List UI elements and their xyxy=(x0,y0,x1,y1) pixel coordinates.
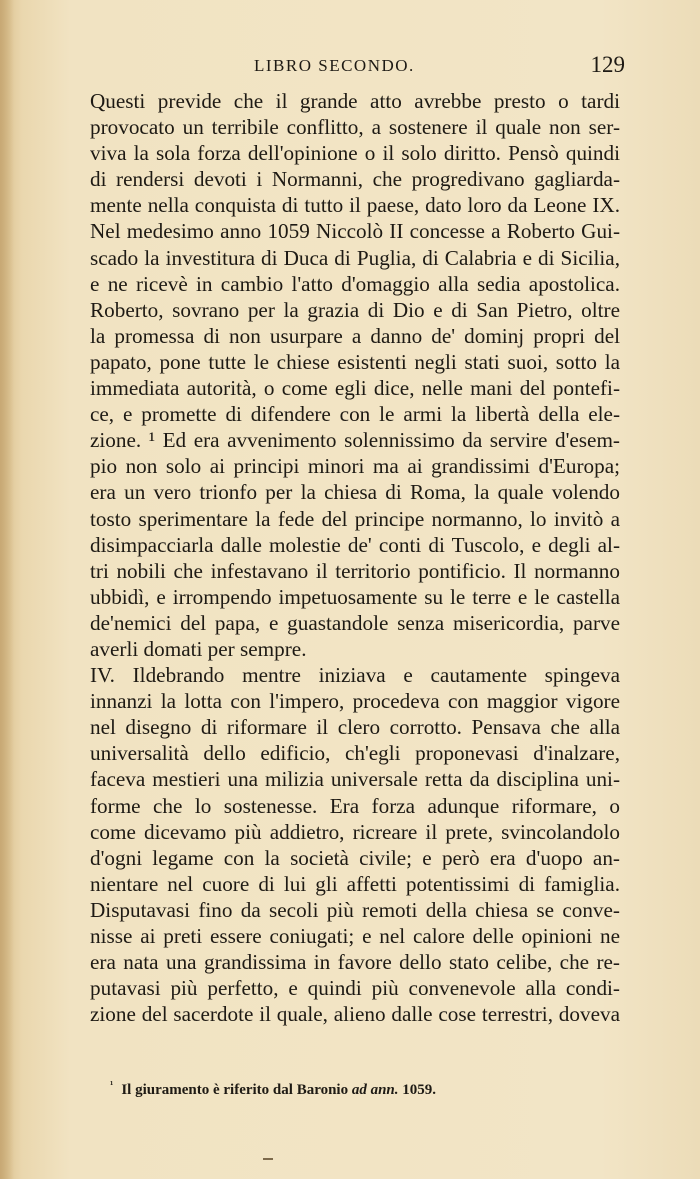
text-line: nel disegno di riformare il clero corrotto. Pensava che alla xyxy=(90,715,620,740)
text-line: di rendersi devoti i Normanni, che progredivano gagliarda- xyxy=(90,167,620,192)
text-line: faceva mestieri una milizia universale retta da disciplina uni- xyxy=(90,767,620,792)
text-line: immediata autorità, o come egli dice, nelle mani del pontefi- xyxy=(90,376,620,401)
text-line: innanzi la lotta con l'impero, procedeva con maggior vigore xyxy=(90,689,620,714)
text-line: d'ogni legame con la società civile; e però era d'uopo an- xyxy=(90,845,620,870)
running-head xyxy=(100,52,625,82)
text-line: averli domati per sempre. xyxy=(90,636,307,661)
running-title: LIBRO SECONDO. xyxy=(254,56,415,75)
text-line: come dicevamo più addietro, ricreare il prete, svincolandolo xyxy=(90,819,620,844)
text-line: nisse ai preti essere coniugati; e nel calore delle opinioni ne xyxy=(90,924,620,948)
text-line: Disputavasi fino da secoli più remoti della chiesa se conve- xyxy=(90,897,620,922)
text-line: la promessa di non usurpare a danno de' dominj propri del xyxy=(90,323,620,348)
text-line: pio non solo ai principi minori ma ai grandissimi d'Europa; xyxy=(90,454,620,479)
text-line: era nata una grandissima in favore dello stato celibe, che re- xyxy=(90,950,620,975)
text-line: Questi previde che il grande atto avrebbe presto o tardi xyxy=(90,89,620,113)
footnote-text-after: 1059. xyxy=(398,1082,437,1098)
text-line: ce, e promette di difendere con le armi la libertà della ele- xyxy=(90,402,620,427)
text-line: mente nella conquista di tutto il paese, dato loro da Leone IX. xyxy=(90,193,620,218)
text-line: Roberto, sovrano per la grazia di Dio e di San Pietro, oltre xyxy=(90,297,620,322)
page-spine-shadow xyxy=(0,0,14,1179)
text-line: ubbidì, e irrompendo impetuosamente su le terre e le castella xyxy=(90,584,620,609)
text-line: era un vero trionfo per la chiesa di Roma, la quale volendo xyxy=(90,480,620,505)
text-line: forme che lo sostenesse. Era forza adunque riformare, o xyxy=(90,793,620,818)
body-text xyxy=(90,88,620,1027)
page-bottom-mark xyxy=(263,1158,273,1160)
text-line: zione del sacerdote il quale, alieno dalle cose terrestri, doveva xyxy=(90,1002,620,1027)
text-line: provocato un terribile conflitto, a sostenere il quale non ser- xyxy=(90,115,620,140)
paragraph xyxy=(90,88,620,662)
text-line: de'nemici del papa, e guastandole senza misericordia, parve xyxy=(90,610,620,635)
text-line: tri nobili che infestavano il territorio pontificio. Il normanno xyxy=(90,558,620,583)
footnote-text-before: Il giuramento è riferito dal Baronio xyxy=(121,1082,352,1098)
text-line: putavasi più perfetto, e quindi più convenevole alla condi- xyxy=(90,976,620,1001)
text-line: tosto sperimentare la fede del principe normanno, lo invitò a xyxy=(90,506,620,531)
text-line: IV. Ildebrando mentre iniziava e cautamente spingeva xyxy=(90,663,620,688)
footnote xyxy=(110,1079,630,1099)
paragraph-container xyxy=(90,88,620,1027)
text-line: disimpacciarla dalle molestie de' conti di Tuscolo, e degli al- xyxy=(90,532,620,557)
text-line: universalità dello edificio, ch'egli proponevasi d'inalzare, xyxy=(90,741,620,766)
paragraph xyxy=(90,662,620,1027)
footnote-mark: ¹ xyxy=(110,1079,114,1091)
footnote-text-italic: ad ann. xyxy=(351,1082,399,1098)
text-line: papato, pone tutte le chiese esistenti negli stati suoi, sotto la xyxy=(90,349,620,374)
text-line: zione. ¹ Ed era avvenimento solennissimo da servire d'esem- xyxy=(90,428,620,453)
text-line: nientare nel cuore di lui gli affetti potentissimi di famiglia. xyxy=(90,871,620,896)
text-line: Nel medesimo anno 1059 Niccolò II concesse a Roberto Gui- xyxy=(90,219,620,244)
page-number: 129 xyxy=(590,52,625,77)
text-line: scado la investitura di Duca di Puglia, di Calabria e di Sicilia, xyxy=(90,245,620,270)
text-line: e ne ricevè in cambio l'atto d'omaggio alla sedia apostolica. xyxy=(90,271,620,296)
text-line: viva la sola forza dell'opinione o il solo diritto. Pensò quindi xyxy=(90,141,620,166)
